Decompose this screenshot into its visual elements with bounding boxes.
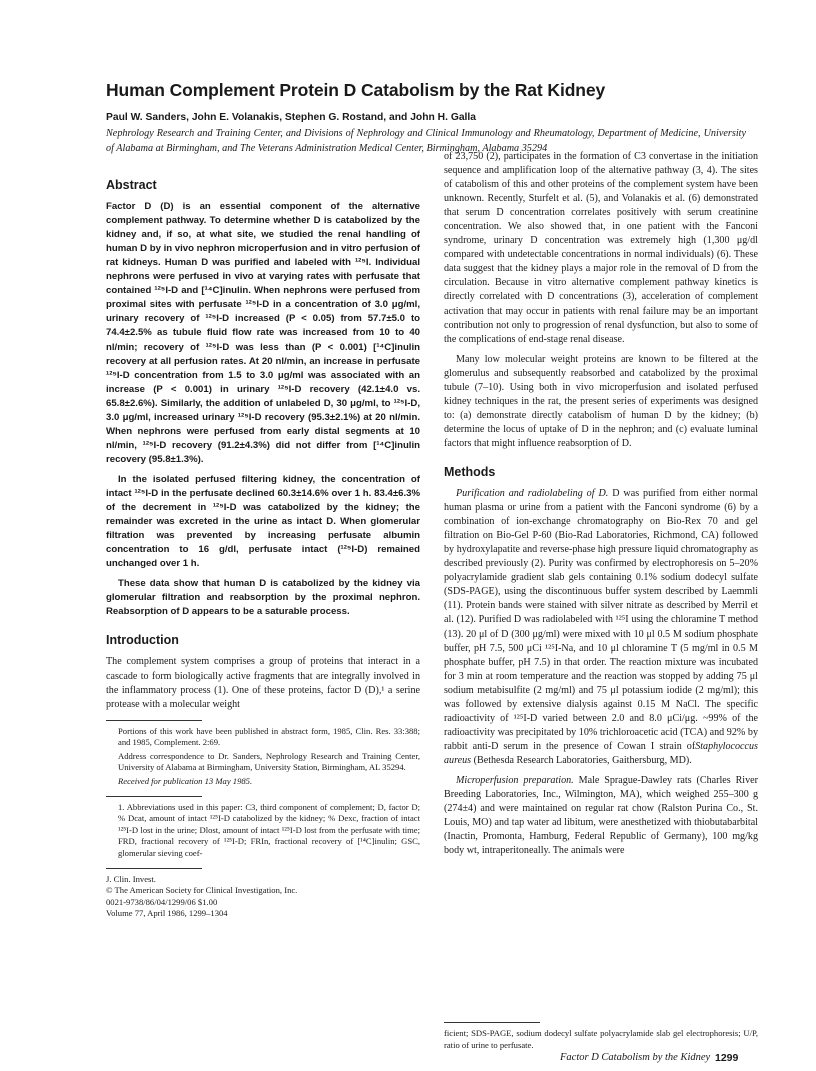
- footnote-portions: Portions of this work have been published in abstract form, 1985, Clin. Res. 33:388; and 1985, Complement. 2:69.: [118, 725, 420, 748]
- footnote-divider: [106, 720, 202, 721]
- footnote-received: Received for publication 13 May 1985.: [118, 776, 253, 787]
- species-name: Staphylococcus aureus: [444, 740, 758, 766]
- footnote-divider: [444, 1022, 540, 1023]
- copyright-line: © The American Society for Clinical Investigation, Inc.: [106, 885, 298, 896]
- affiliation: Nephrology Research and Training Center, and Divisions of Nephrology and Clinical Immunology and Rheumatology, Department of Medicine, University of Alabama at Birmingham, and The Veterans Administration Medical Center, Birmingham, Alabama 35294: [106, 128, 746, 154]
- author-list: Paul W. Sanders, John E. Volanakis, Stephen G. Rostand, and John H. Galla: [106, 112, 476, 123]
- volume-line: Volume 77, April 1986, 1299–1304: [106, 908, 228, 919]
- abstract-heading: Abstract: [106, 178, 157, 192]
- methods-heading: Methods: [444, 464, 496, 479]
- page-number: 1299: [715, 1052, 739, 1064]
- introduction-paragraph: Many low molecular weight proteins are known to be filtered at the glomerulus and subsequently reabsorbed and catabolized by the proximal tubule (7–10). Using both in vivo microperfusion and isolated perfused kidney techniques in the rat, the present series of experiments was designed to: (a) demonstrate directly catabolism of human D by the kidney; (b) determine the locus of uptake of D in the nephron; and (c) evaluate luminal factors that might influence reabsorption of D.: [444, 353, 758, 449]
- running-footer-title: Factor D Catabolism by the Kidney: [560, 1052, 711, 1063]
- left-column: [106, 178, 420, 920]
- footnote-continued: [444, 1022, 758, 1051]
- journal-name: J. Clin. Invest.: [106, 873, 156, 884]
- methods-text: (Bethesda Research Laboratories, Gaithersburg, MD).: [471, 754, 692, 766]
- introduction-paragraph-continued: of 23,750 (2), participates in the formation of C3 convertase in the initiation sequence and amplification loop of the alternative pathway (3, 4). The sites of catabolism of this and other proteins of the complement system have been unknown. Recently, Sturfelt et al. (5), and Volanakis et al. (6) demonstrated that serum D concentration correlates positively with serum creatinine concentration. We also showed that, in one patient with the Fanconi syndrome, urinary D concentration was extremely high (1,300 μg/dl compared with undetectable concentrations in normal individuals) (6). These data suggest that the kidney plays a major role in the removal of D from the circulation. Because in vitro alternative complement pathway kinetics is directly correlated with D concentrations (3), acceleration of complement activation that may occur in patients with renal failure may be an important contribution not only to progression of renal dysfunction, but also to some of the complications of end-stage renal disease.: [444, 151, 758, 345]
- footnote-abbreviations-continued: ficient; SDS-PAGE, sodium dodecyl sulfate polyacrylamide slab gel electrophoresis; U/P, ratio of urine to perfusate.: [444, 1028, 758, 1050]
- methods-paragraph: [444, 487, 758, 768]
- footnote-abbreviations: 1. Abbreviations used in this paper: C3, third component of complement; D, factor D; % Dcat, amount of intact ¹²⁵I-D catabolized by the kidney; % Dexc, fraction of intact ¹²⁵I-D lost in the urine; Dlost, amount of intact ¹²⁵I-D lost from the perfusate with time; FRD, fractional recovery of ¹²⁵I-D; FRIn, fractional recovery of [¹⁴C]inulin; GSC, glomerular sieving coef-: [118, 801, 420, 858]
- methods-subheading: Purification and radiolabeling of D.: [456, 488, 609, 500]
- methods-paragraph: [444, 774, 758, 858]
- methods-text: Male Sprague-Dawley rats (Charles River Breeding Laboratories, Inc., Wilmington, MA), which weighed 255–300 g (274±4) and were maintained on regular rat chow (Ralston Purina Co., St. Louis, MO) and tap water ad libitum, were anesthetized with thiobutabarbital (Inactin, Promonta, Hamburg, Federal Republic of Germany), 100 mg/kg body wt, intraperitoneally. The animals were: [444, 774, 758, 857]
- methods-subheading: Microperfusion preparation.: [456, 774, 574, 786]
- abstract-paragraph: In the isolated perfused filtering kidney, the concentration of intact ¹²⁵I-D in the perfusate declined 60.3±14.6% over 1 h. 83.4±6.3% of the decrement in ¹²⁵I-D was catabolized by the kidney; the remainder was excreted in the urine as intact D. When glomerular filtration was prevented by increasing perfusate albumin concentration to 16 g/dl, perfusate intact (¹²⁵I-D) remained unchanged over 1 h.: [106, 473, 420, 570]
- methods-text: D was purified from either normal human plasma or urine from a patient with the Fanconi syndrome (6) by a combination of ion-exchange chromatography on Bio-Rex 70 and gel filtration on Bio-Gel P-60 (Bio-Rad Laboratories, Richmond, CA) followed by hydroxylapatite and reverse-phase high pressure liquid chromatography as described previously (2). Purity was confirmed by electrophoresis on 5–20% polyacrylamide gradient slab gels containing 0.1% sodium dodecyl sulfate (SDS-PAGE), using the discontinuous buffer system described by Laemmli (11). Protein bands were stained with silver nitrate as described by Merril et al. (12). Purified D was radiolabeled with ¹²⁵I using the chloramine T method (13). 20 μl of D (300 μg/ml) were mixed with 10 μl 0.5 M sodium phosphate buffer, pH 7.5, 500 μCi ¹²⁵I-Na, and 10 μl chloramine T (5 mg/ml in 0.5 M phosphate buffer, pH 7.5) in that order. The reaction mixture was incubated for 3 min at room temperature and the reaction was stopped by adding 75 μl sodium metabisulfite (2 mg/ml) and 75 μl potassium iodide (2 mg/ml); this was followed by extensive dialysis against 0.15 M NaCl. The specific radioactivity of ¹²⁵I-D varied between 2.0 and 8.0 μCi/μg. ~99% of the radioactivity was precipitated by 10% trichloroacetic acid (TCA) and 92% by rabbit anti-D serum in the presence of Cowan I strain of: [444, 488, 758, 752]
- right-column: [444, 150, 758, 864]
- abstract-paragraph: These data show that human D is catabolized by the kidney via glomerular filtration and reabsorption by the proximal nephron. Reabsorption of D appears to be a saturable process.: [106, 578, 420, 618]
- footnote-divider: [106, 796, 202, 797]
- footnote-divider: [106, 868, 202, 869]
- footnote-address: Address correspondence to Dr. Sanders, Nephrology Research and Training Center, University of Alabama at Birmingham, University Station, Birmingham, AL 35294.: [118, 750, 420, 773]
- introduction-heading: Introduction: [106, 633, 179, 648]
- abstract-paragraph: Factor D (D) is an essential component of the alternative complement pathway. To determine whether D is catabolized by the kidney and, if so, at what site, we studied the renal handling of human D by in vivo nephron microperfusion and in vitro perfusion of rat kidneys. Human D was purified and labeled with ¹²⁵I. Individual nephrons were perfused in vivo at varying rates with perfusate that contained ¹²⁵I-D and [¹⁴C]inulin. When nephrons were perfused from proximal sites with perfusate ¹²⁵I-D in a concentration of 3.0 μg/ml, urinary recovery of ¹²⁵I-D increased (P < 0.05) from 57.7±5.0 to 74.4±2.5% as tubule fluid flow rate was increased from 10 to 40 nl/min; recovery of ¹²⁵I-D was less than (P < 0.001) [¹⁴C]inulin recovery at all perfusion rates. At 20 nl/min, an increase in perfusate ¹²⁵I-D concentration from 1.5 to 3.0 μg/ml was associated with an increase (P < 0.001) in urinary ¹²⁵I-D recovery (42.1±4.0 vs. 65.8±2.6%). Similarly, the addition of unlabeled D, 30 μg/ml, to ¹²⁵I-D, 3.0 μg/ml, increased urinary ¹²⁵I-D recovery (95.3±2.1%) at 20 nl/min. When nephrons were perfused from early distal segments at 10 nl/min, ¹²⁵I-D recovery (91.2±4.3%) did not differ from [¹⁴C]inulin recovery (95.8±1.3%).: [106, 201, 420, 465]
- issn-line: 0021-9738/86/04/1299/06 $1.00: [106, 896, 218, 907]
- introduction-paragraph: The complement system comprises a group of proteins that interact in a cascade to form biologically active fragments that are integrally involved in the inflammatory process (1). One of these proteins, factor D (D),¹ a serine protease with a molecular weight: [106, 656, 420, 710]
- paper-title: Human Complement Protein D Catabolism by the Rat Kidney: [106, 80, 606, 100]
